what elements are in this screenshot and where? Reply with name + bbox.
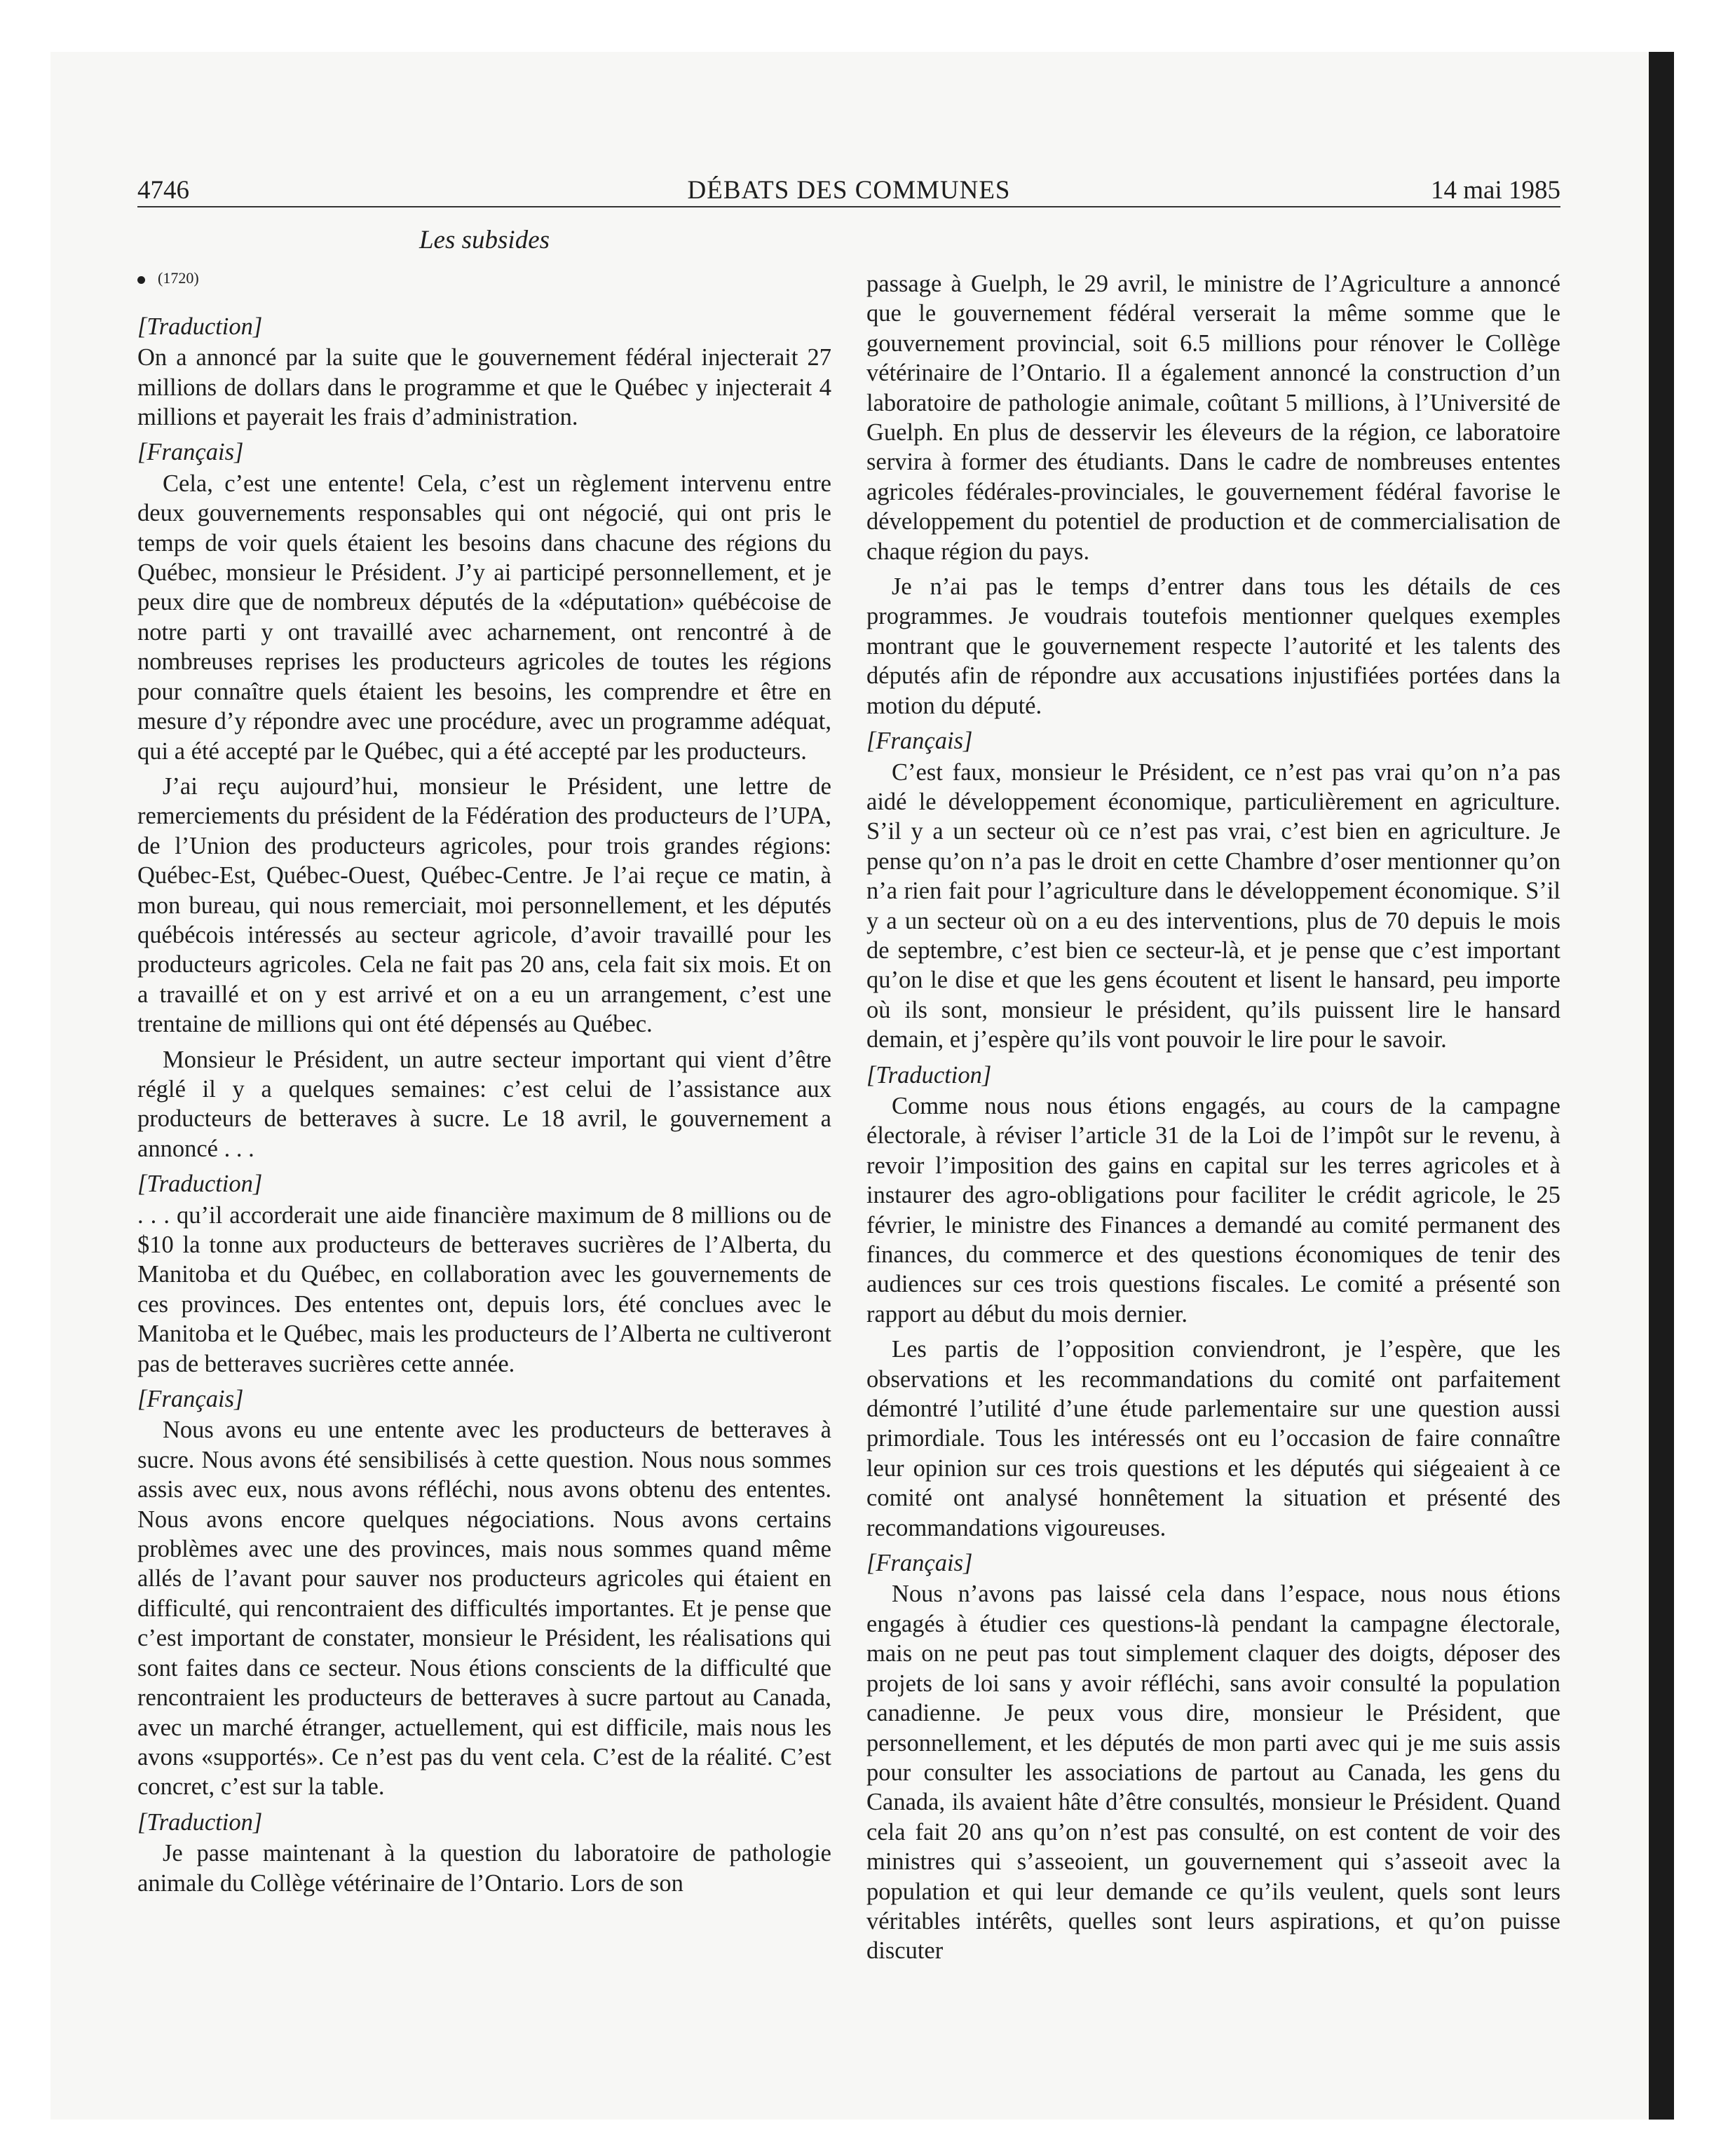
paragraph: Monsieur le Président, un autre secteur important qui vient d’être réglé il y a quelques semaines: c’est celui de l’assistance aux producteurs de betteraves à sucre. Le 18 avril, le gouvernement a annoncé . . . <box>137 1046 831 1162</box>
timestamp-text: (1720) <box>158 269 199 287</box>
language-marker: [Traduction] <box>137 1171 263 1198</box>
paragraph: passage à Guelph, le 29 avril, le ministre de l’Agriculture a annoncé que le gouvernement fédéral verserait la même somme que le gouvernement provincial, soit 6.5 millions pour rénover le Collège vétérinaire de l’Ontario. Il a également annoncé la construction d’un laboratoire de pathologie animale, coûtant 5 millions, à l’Université de Guelph. En plus de desservir les éleveurs de la région, ce laboratoire servira à former des étudiants. Dans le cadre de nombreuses ententes agricoles fédérales-provinciales, le gouvernement fédéral favorise le développement du potentiel de production et de commercialisation de chaque région du pays. <box>866 271 1560 565</box>
paragraph: Nous avons eu une entente avec les producteurs de betteraves à sucre. Nous avons été sensibilisés à cette question. Nous nous sommes assis avec eux, nous avons réfléchi, nous avons obtenu des ententes. Nous avons encore quelques négociations. Nous avons certains problèmes avec une des provinces, mais nous sommes quand même allés de l’avant pour sauver nos producteurs agricoles qui étaient en difficulté, qui rencontraient des difficultés importantes. Et je pense que c’est important de constater, monsieur le Président, les réalisations qui sont faites dans ce secteur. Nous étions conscients de la difficulté que rencontraient les producteurs de betteraves à sucre partout au Canada, avec un marché étranger, actuellement, qui est difficile, mais nous les avons «supportés». Ce n’est pas du vent cela. C’est de la réalité. C’est concret, c’est sur la table. <box>137 1417 831 1801</box>
scan-edge-shadow <box>1649 52 1674 2120</box>
paragraph: Cela, c’est une entente! Cela, c’est un règlement intervenu entre deux gouvernements responsables qui ont négocié, qui ont pris le temps de voir quels étaient les besoins dans chacune des régions du Québec, monsieur le Président. J’y ai participé personnellement, et je peux dire que de nombreux députés de la «députation» québécoise de notre parti y ont travaillé avec acharnement, ont rencontré à de nombreuses reprises les producteurs agricoles de toutes les régions pour connaître quels étaient les besoins, les comprendre et être en mesure d’y répondre avec une procédure, avec un programme adéquat, qui a été accepté par le Québec, qui a été accepté par les producteurs. <box>137 470 831 765</box>
paragraph: On a annoncé par la suite que le gouvernement fédéral injecterait 27 millions de dollars dans le programme et que le Québec y injecterait 4 millions et payerait les frais d’administration. <box>137 344 831 431</box>
publication-title: DÉBATS DES COMMUNES <box>687 176 1011 205</box>
page-header <box>137 174 1560 207</box>
language-marker: [Français] <box>866 1550 973 1577</box>
page-number: 4746 <box>137 176 189 205</box>
language-marker: [Français] <box>866 728 973 755</box>
left-column <box>137 226 831 1904</box>
paragraph: Nous n’avons pas laissé cela dans l’espace, nous nous étions engagés à étudier ces questions-là pendant la campagne électorale, mais on ne peut pas tout simplement claquer des doigts, déposer des projets de loi sans y avoir réfléchi, sans avoir consulté la population canadienne. Je peux vous dire, monsieur le Président, que personnellement, et les députés de mon parti avec qui je me suis assis pour consulter les associations de partout au Canada, les gens du Canada, ils avaient hâte d’être consultés, monsieur le Président. Quand cela fait 20 ans qu’on n’est pas consulté, on est content de voir des ministres qui s’asseoient, un gouvernement qui s’asseoit avec la population et qui leur demande ce qu’ils veulent, quels sont leurs véritables intérêts, quelles sont leurs aspirations, et qu’on puisse discuter <box>866 1581 1560 1965</box>
paragraph: Les partis de l’opposition conviendront, je l’espère, que les observations et les recommandations du comité ont parfaitement démontré l’utilité d’une étude parlementaire sur une question aussi primordiale. Tous les intéressés ont eu l’occasion de faire connaître leur opinion sur ces trois questions et les députés qui siégeaient à ce comité ont analysé honnêtement la situation et présenté des recommandations vigoureuses. <box>866 1336 1560 1541</box>
bullet-icon <box>137 276 145 284</box>
paragraph: C’est faux, monsieur le Président, ce n’est pas vrai qu’on n’a pas aidé le développement économique, particulièrement en agriculture. S’il y a un secteur où ce n’est pas vrai, c’est bien en agriculture. Je pense qu’on n’a pas le droit en cette Chambre d’oser mentionner qu’on n’a rien fait pour l’agriculture dans le développement économique. S’il y a un secteur où on a eu des interventions, plus de 70 depuis le mois de septembre, c’est bien ce secteur-là, et je pense que c’est important qu’on le dise et que les gens écoutent et lisent le hansard, peu importe où ils sont, monsieur le président, qu’ils puissent lire le hansard demain, et j’espère qu’ils vont pouvoir le lire pour le savoir. <box>866 758 1560 1053</box>
right-column <box>866 269 1560 1972</box>
section-title: Les subsides <box>419 226 550 254</box>
paragraph: J’ai reçu aujourd’hui, monsieur le Président, une lettre de remerciements du président de la Fédération des producteurs de l’UPA, de l’Union des producteurs agricoles, pour trois grandes régions: Québec-Est, Québec-Ouest, Québec-Centre. Je l’ai reçue ce matin, à mon bureau, qui nous remerciait, moi personnellement, et les députés québécois intéressés au secteur agricole, d’avoir travaillé pour les producteurs agricoles. Cela ne fait pas 20 ans, cela fait six mois. Et on a travaillé et on y est arrivé et on a eu un arrangement, c’est une trentaine de millions qui ont été dépensés au Québec. <box>137 772 831 1038</box>
page-date: 14 mai 1985 <box>1431 176 1560 205</box>
paragraph: Je n’ai pas le temps d’entrer dans tous les détails de ces programmes. Je voudrais toutefois mentionner quelques exemples montrant que le gouvernement respecte l’autorité et les talents des députés afin de répondre aux accusations injustifiées portées dans la motion du député. <box>866 573 1560 719</box>
paragraph: Comme nous nous étions engagés, au cours de la campagne électorale, à réviser l’article 31 de la Loi de l’impôt sur le revenu, à revoir l’imposition des gains en capital sur les terres agricoles et à instaurer des agro-obligations pour faciliter le crédit agricole, le 25 février, le ministre des Finances a demandé au comité permanent des finances, du commerce et des questions économiques de tenir des audiences sur ces trois questions fiscales. Le comité a présenté son rapport au début du mois dernier. <box>866 1092 1560 1328</box>
language-marker: [Français] <box>137 439 244 466</box>
language-marker: [Traduction] <box>137 1808 263 1836</box>
language-marker: [Traduction] <box>137 313 263 340</box>
paragraph: Je passe maintenant à la question du laboratoire de pathologie animale du Collège vétérinaire de l’Ontario. Lors de son <box>137 1840 831 1897</box>
paragraph: . . . qu’il accorderait une aide financière maximum de 8 millions ou de $10 la tonne aux producteurs de betteraves sucrières de l’Alberta, du Manitoba et du Québec, en collaboration avec les gouvernements de ces provinces. Des ententes ont, depuis lors, été conclues avec le Manitoba et le Québec, mais les producteurs de l’Alberta ne cultiveront pas de betteraves sucrières cette année. <box>137 1201 831 1377</box>
language-marker: [Français] <box>137 1386 244 1413</box>
language-marker: [Traduction] <box>866 1061 992 1089</box>
timestamp <box>137 264 831 293</box>
